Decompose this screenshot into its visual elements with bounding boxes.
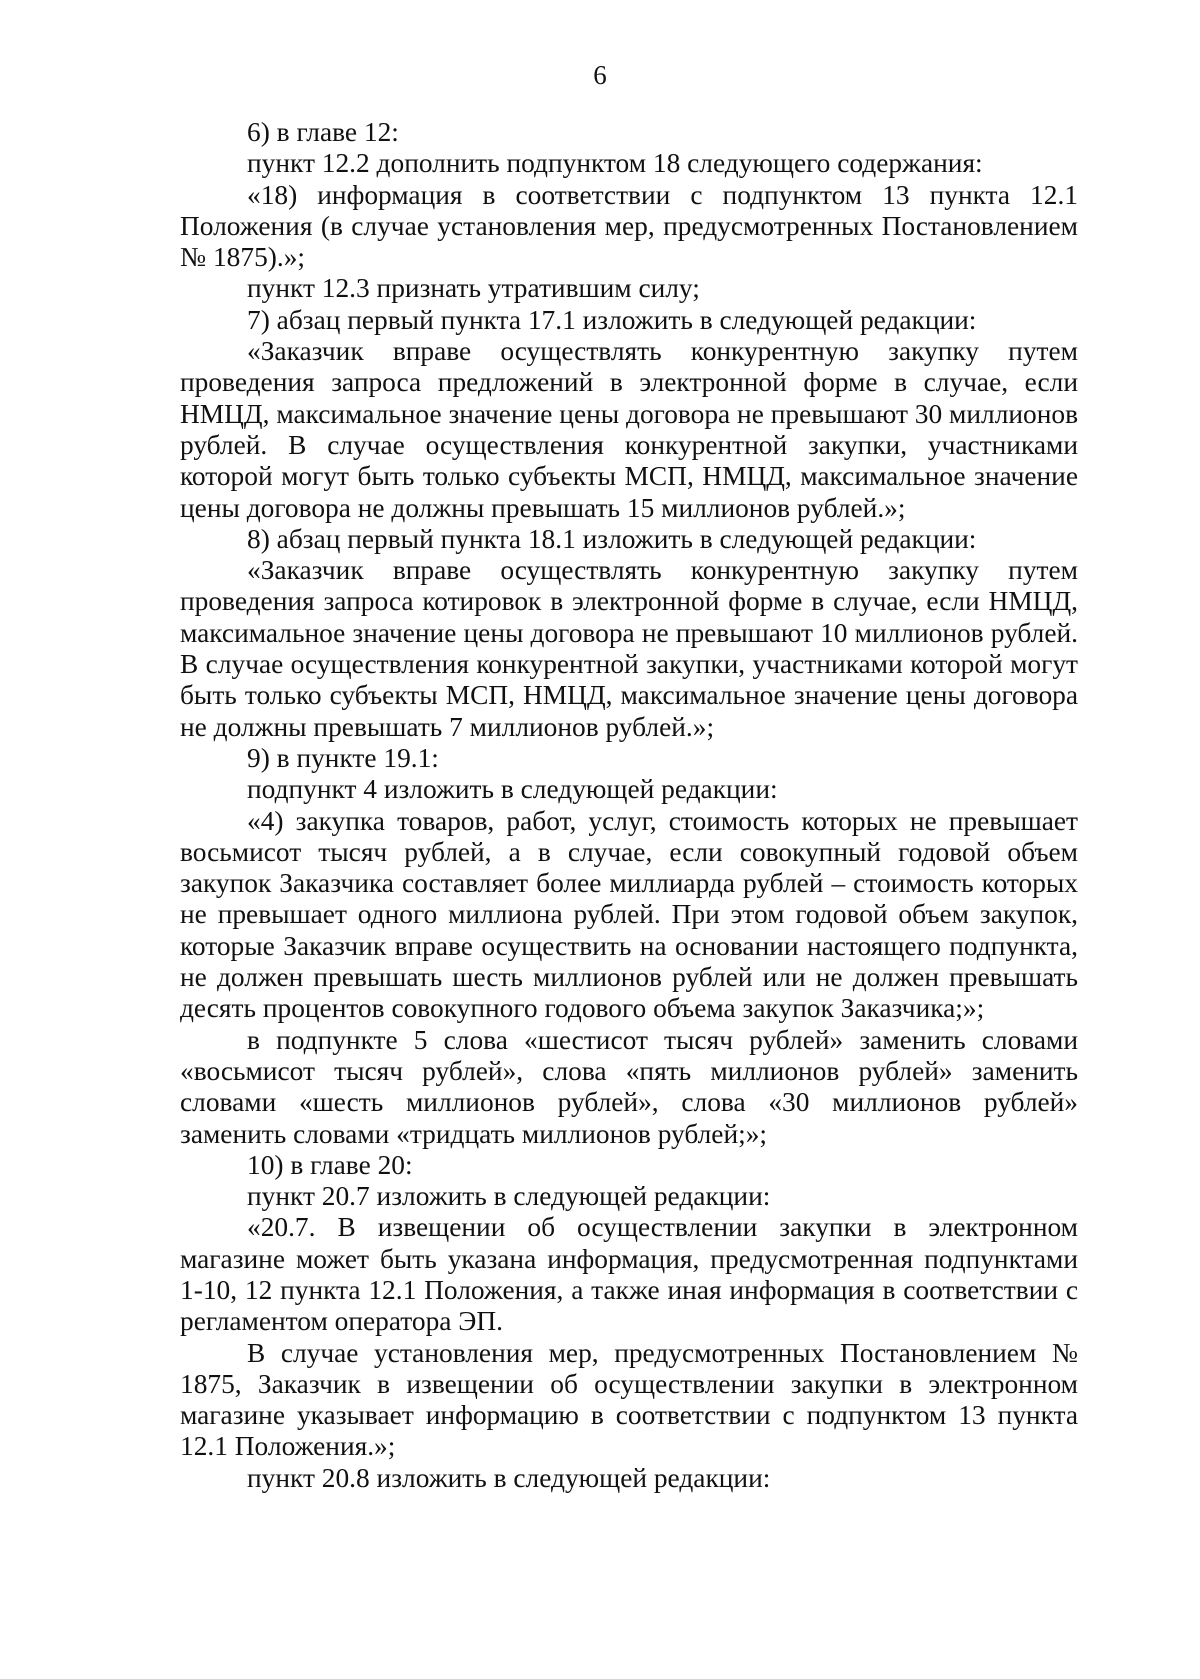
document-body [180, 117, 1078, 1494]
paragraph-item-12-3: пункт 12.3 признать утратившим силу; [247, 273, 700, 304]
paragraph-chapter-12: 6) в главе 12: [247, 117, 399, 147]
paragraph-item-20-7-text: «20.7. В извещении об осуществлении закупки в электронном магазине может быть указана информация, предусмотренная подпунктами 1-10, 12 пункта 12.1 Положения, а также иная информация в соответствии с регламентом оператора ЭП. [180, 1212, 1078, 1337]
paragraph-item-20-7: пункт 20.7 изложить в следующей редакции: [247, 1181, 771, 1212]
paragraph-subitem-5: в подпункте 5 слова «шестисот тысяч рублей» заменить словами «восьмисот тысяч рублей», слова «пять миллионов рублей» заменить словами «шесть миллионов рублей», слова «30 миллионов рублей» заменить словами «тридцать миллионов рублей;»; [180, 1024, 1078, 1149]
paragraph-subitem-18-text: «18) информация в соответствии с подпунктом 13 пункта 12.1 Положения (в случае установления мер, предусмотренных Постановлением № 1875).»; [180, 179, 1078, 273]
paragraph-item-17-1: 7) абзац первый пункта 17.1 изложить в следующей редакции: [247, 304, 977, 335]
paragraph-item-12-2: пункт 12.2 дополнить подпунктом 18 следующего содержания: [247, 148, 983, 179]
paragraph-chapter-20: 10) в главе 20: [247, 1149, 413, 1180]
paragraph-subitem-4-text: «4) закупка товаров, работ, услуг, стоимость которых не превышает восьмисот тысяч рублей, а в случае, если совокупный годовой объем закупок Заказчика составляет более миллиарда рублей – стоимость которых не превышает одного миллиона рублей. При этом годовой объем закупок, которые Заказчик вправе осуществить на основании настоящего подпункта, не должен превышать шесть миллионов рублей или не должен превышать десять процентов совокупного годового объема закупок Заказчика;»; [180, 805, 1078, 1024]
page-number: 6 [593, 60, 607, 90]
paragraph-item-17-1-text: «Заказчик вправе осуществлять конкурентную закупку путем проведения запроса предложений в электронной форме в случае, если НМЦД, максимальное значение цены договора не превышают 30 миллионов рублей. В случае осуществления конкурентной закупки, участниками которой могут быть только субъекты МСП, НМЦД, максимальное значение цены договора не должны превышать 15 миллионов рублей.»; [180, 336, 1078, 523]
paragraph-item-18-1-text: «Заказчик вправе осуществлять конкурентную закупку путем проведения запроса котировок в электронной форме в случае, если НМЦД, максимальное значение цены договора не превышают 10 миллионов рублей. В случае осуществления конкурентной закупки, участниками которой могут быть только субъекты МСП, НМЦД, максимальное значение цены договора не должны превышать 7 миллионов рублей.»; [180, 555, 1078, 742]
paragraph-item-18-1: 8) абзац первый пункта 18.1 изложить в следующей редакции: [247, 523, 977, 554]
paragraph-item-19-1: 9) в пункте 19.1: [247, 742, 439, 773]
paragraph-item-20-7-text-2: В случае установления мер, предусмотренных Постановлением № 1875, Заказчик в извещении об осуществлении закупки в электронном магазине указывает информацию в соответствии с подпунктом 13 пункта 12.1 Положения.»; [180, 1337, 1078, 1462]
paragraph-subitem-4: подпункт 4 изложить в следующей редакции: [247, 774, 778, 805]
paragraph-item-20-8: пункт 20.8 изложить в следующей редакции: [247, 1462, 771, 1493]
